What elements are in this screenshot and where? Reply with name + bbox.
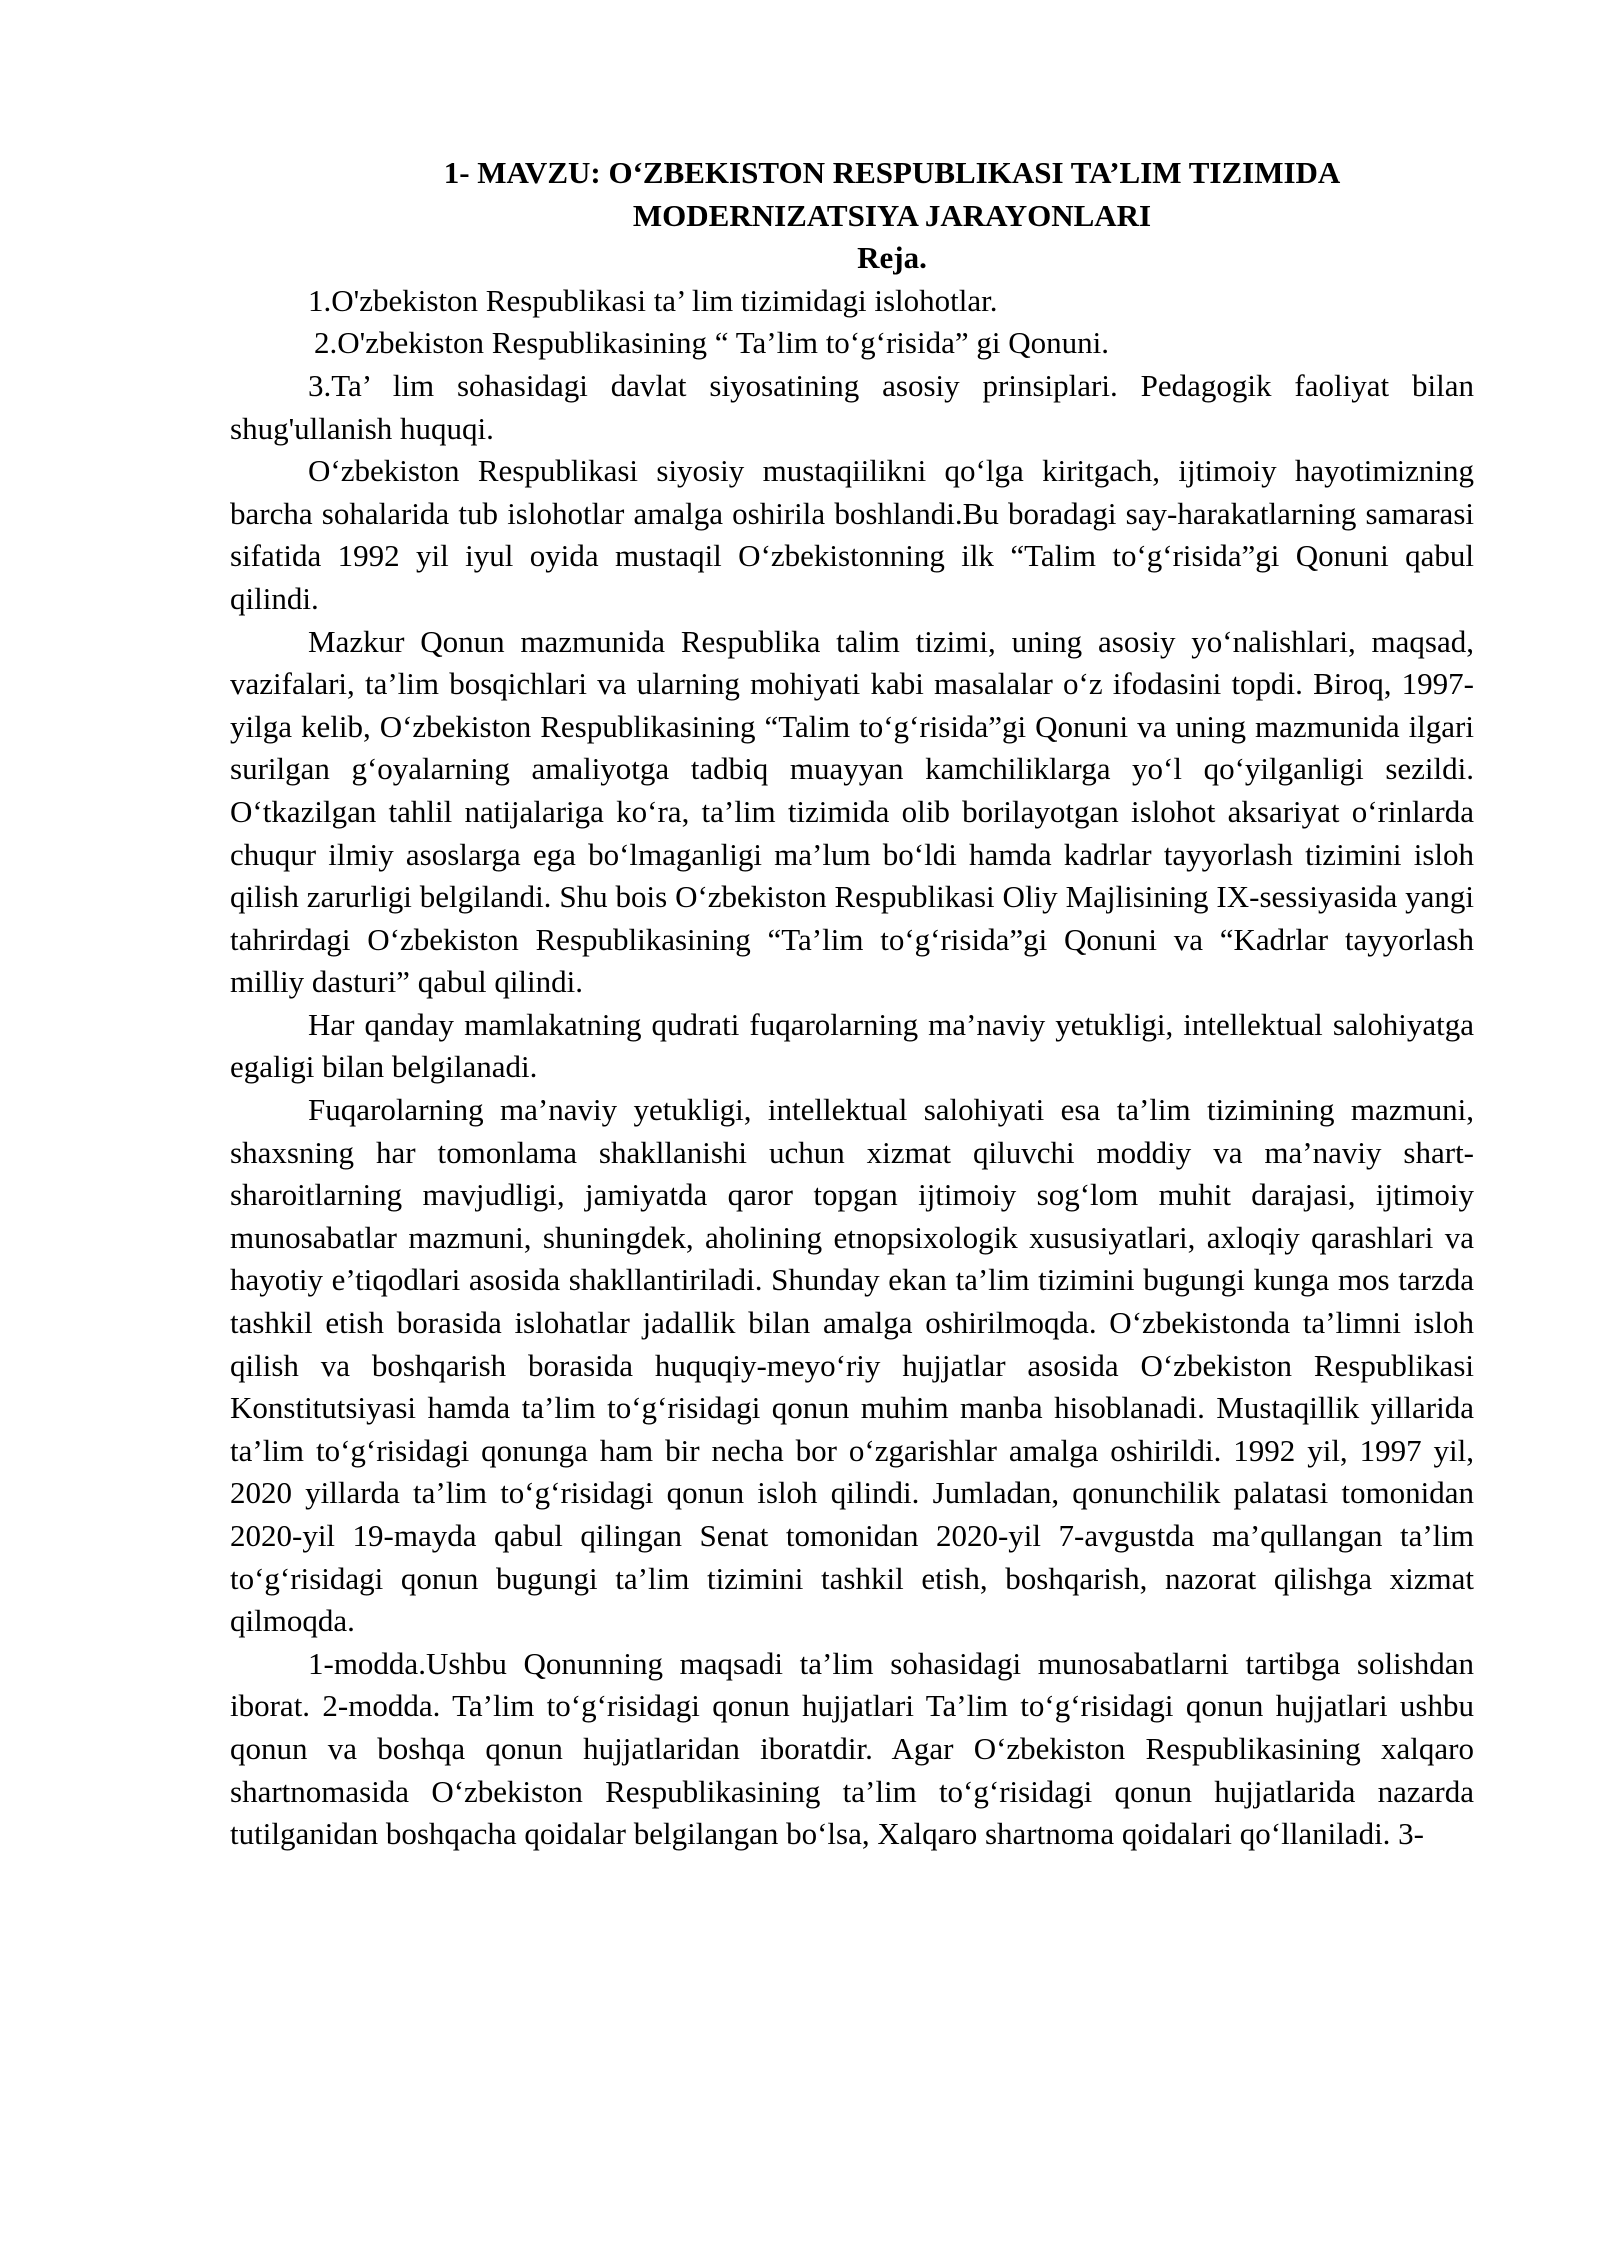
body-paragraph-5: 1-modda.Ushbu Qonunning maqsadi ta’lim sohasidagi munosabatlarni tartibga solishdan iborat. 2-modda. Ta’lim to‘g‘risidagi qonun hujjatlari Ta’lim to‘g‘risidagi qonun hujjatlari ushbu qonun va boshqa qonun hujjatlaridan iboratdir. Agar O‘zbekiston Respublikasining xalqaro shartnomasida O‘zbekiston Respublikasining ta’lim to‘g‘risidagi qonun hujjatlarida nazarda tutilganidan boshqacha qoidalar belgilangan bo‘lsa, Xalqaro shartnoma qoidalari qo‘llaniladi. 3-	[230, 1645, 1474, 1852]
document-page	[230, 152, 1474, 1856]
plan-heading: Reja.	[857, 240, 927, 276]
body-paragraph-4: Fuqarolarning ma’naviy yetukligi, intellektual salohiyati esa ta’lim tizimining mazmuni, shaxsning har tomonlama shakllanishi uchun xizmat qiluvchi moddiy va ma’naviy shart-sharoitlarning mavjudligi, jamiyatda qaror topgan ijtimoiy sog‘lom muhit darajasi, ijtimoiy munosabatlar mazmuni, shuningdek, aholining etnopsixologik xususiyatlari, axloqiy qarashlari va hayotiy e’tiqodlari asosida shakllantiriladi. Shunday ekan ta’lim tizimini bugungi kunga mos tarzda tashkil etish borasida islohatlar jadallik bilan amalga oshirilmoqda. O‘zbekistonda ta’limni isloh qilish va boshqarish borasida huquqiy-meyo‘riy hujjatlar asosida O‘zbekiston Respublikasi Konstitutsiyasi hamda ta’lim to‘g‘risidagi qonun muhim manba hisoblanadi. Mustaqillik yillarida ta’lim to‘g‘risidagi qonunga ham bir necha bor o‘zgarishlar amalga oshirildi. 1992 yil, 1997 yil, 2020 yillarda ta’lim to‘g‘risidagi qonun isloh qilindi. Jumladan, qonunchilik palatasi tomonidan 2020-yil 19-mayda qabul qilingan Senat tomonidan 2020-yil 7-avgustda ma’qullangan ta’lim to‘g‘risidagi qonun bugungi ta’lim tizimini tashkil etish, boshqarish, nazorat qilishga xizmat qilmoqda.	[230, 1092, 1474, 1639]
document-title-line-2: MODERNIZATSIYA JARAYONLARI	[632, 197, 1152, 233]
body-paragraph-1: O‘zbekiston Respublikasi siyosiy mustaqiilikni qo‘lga kiritgach, ijtimoiy hayotimizning barcha sohalarida tub islohotlar amalga oshirila boshlandi.Bu boradagi say-harakatlarning samarasi sifatida 1992 yil iyul oyida mustaqil O‘zbekistonning ilk “Talim to‘g‘risida”gi Qonuni qabul qilindi.	[230, 453, 1474, 616]
plan-item-3: 3.Ta’ lim sohasidagi davlat siyosatining asosiy prinsiplari. Pedagogik faoliyat bilan shug'ullanish huquqi.	[230, 367, 1474, 446]
plan-item-2: 2.O'zbekiston Respublikasining “ Ta’lim to‘g‘risida” gi Qonuni.	[314, 325, 1109, 361]
body-paragraph-3: Har qanday mamlakatning qudrati fuqarolarning ma’naviy yetukligi, intellektual salohiyatga egaligi bilan belgilanadi.	[230, 1006, 1474, 1085]
body-paragraph-2: Mazkur Qonun mazmunida Respublika talim tizimi, uning asosiy yo‘nalishlari, maqsad, vazifalari, ta’lim bosqichlari va ularning mohiyati kabi masalalar o‘z ifodasini topdi. Biroq, 1997-yilga kelib, O‘zbekiston Respublikasining “Talim to‘g‘risida”gi Qonuni va uning mazmunida ilgari surilgan g‘oyalarning amaliyotga tadbiq muayyan kamchiliklarga yo‘l qo‘yilganligi sezildi. O‘tkazilgan tahlil natijalariga ko‘ra, ta’lim tizimida olib borilayotgan islohot aksariyat o‘rinlarda chuqur ilmiy asoslarga ega bo‘lmaganligi ma’lum bo‘ldi hamda kadrlar tayyorlash tizimini isloh qilish zarurligi belgilandi. Shu bois O‘zbekiston Respublikasi Oliy Majlisining IX-sessiyasida yangi tahrirdagi O‘zbekiston Respublikasining “Ta’lim to‘g‘risida”gi Qonuni va “Kadrlar tayyorlash milliy dasturi” qabul qilindi.	[230, 623, 1474, 1000]
plan-item-1: 1.O'zbekiston Respublikasi ta’ lim tizimidagi islohotlar.	[308, 282, 998, 318]
document-title-line-1: 1- MAVZU: O‘ZBEKISTON RESPUBLIKASI TA’LIM TIZIMIDA	[443, 155, 1341, 190]
